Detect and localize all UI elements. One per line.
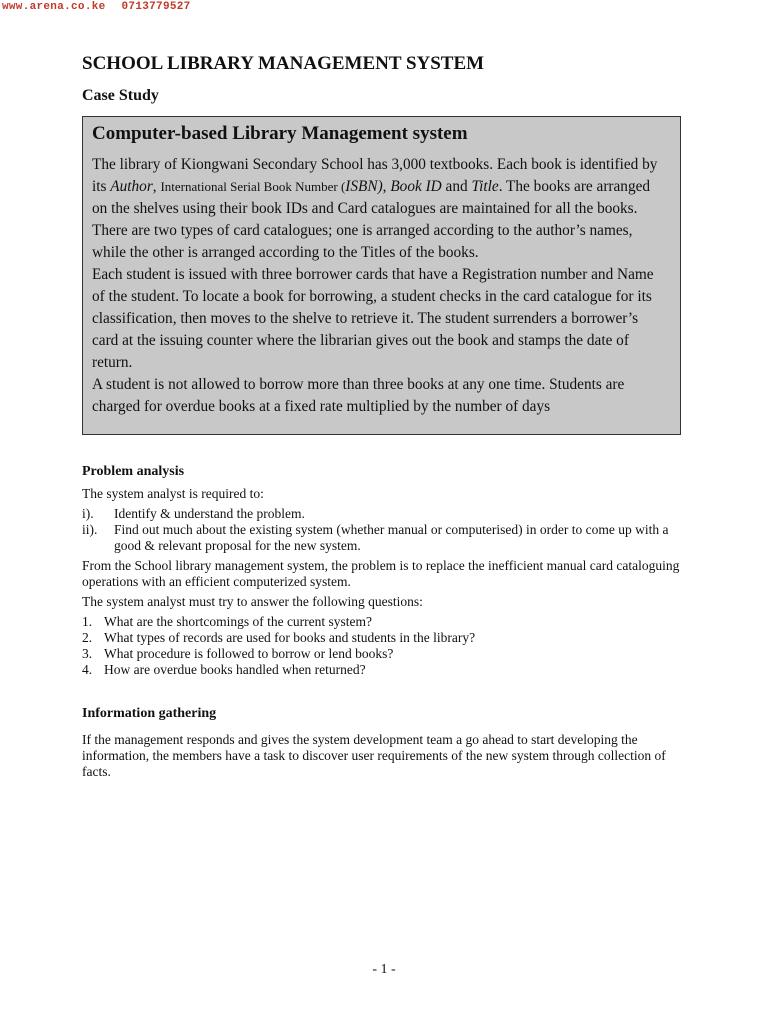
list-marker: 2. xyxy=(82,630,93,645)
list-item-text: How are overdue books handled when returned? xyxy=(104,662,366,677)
phone-number: 0713779527 xyxy=(121,1,191,13)
comma-1: , xyxy=(152,178,161,195)
list-item xyxy=(82,630,682,646)
page-header xyxy=(2,1,207,13)
list-item-text: Identify & understand the problem. xyxy=(114,506,305,521)
analyst-task-list xyxy=(82,506,682,554)
p1-text-a: The library of Kiongwani Secondary School has 3,000 textbooks. Each book is identified by its xyxy=(92,156,658,195)
questions-intro: The system analyst must try to answer the following questions: xyxy=(82,594,423,609)
page-number: - 1 - xyxy=(372,962,396,977)
problem-paragraph: From the School library management system, the problem is to replace the inefficient manual card cataloguing operations with an efficient computerized system. xyxy=(82,558,680,589)
page-title: SCHOOL LIBRARY MANAGEMENT SYSTEM xyxy=(82,53,485,74)
list-item-text: What procedure is followed to borrow or lend books? xyxy=(104,646,394,661)
website-link[interactable]: www.arena.co.ke xyxy=(2,1,106,13)
case-study-paragraph-1 xyxy=(92,154,668,264)
questions-list xyxy=(82,614,682,678)
list-marker: 4. xyxy=(82,662,93,677)
list-item xyxy=(82,646,682,662)
list-marker: 1. xyxy=(82,614,93,629)
information-gathering-section xyxy=(82,706,682,784)
problem-analysis-heading: Problem analysis xyxy=(82,464,185,479)
list-item-text: What types of records are used for books and students in the library? xyxy=(104,630,476,645)
list-item xyxy=(82,614,682,630)
p1-text-b: . The books are arranged on the shelves using their book IDs and Card catalogues are maintained for all the books. There are two types of card catalogues; one is arranged according to the author’s names, while the other is arranged according to the Titles of the books. xyxy=(92,178,651,261)
list-marker: ii). xyxy=(82,522,98,537)
case-study-box xyxy=(82,116,681,435)
author-term: Author xyxy=(110,178,153,195)
section-subtitle: Case Study xyxy=(82,87,159,104)
case-study-title: Computer-based Library Management system xyxy=(92,123,468,144)
and-word: and xyxy=(441,178,472,195)
case-study-paragraph-2: Each student is issued with three borrower cards that have a Registration number and Name of the student. To locate a book for borrowing, a student checks in the card catalogue for its classification, then moves to the shelve to retrieve it. The student surrenders a borrower’s card at the issuing counter where the librarian gives out the book and stamps the date of return. xyxy=(92,266,654,371)
problem-analysis-section xyxy=(82,464,682,682)
isbn-term: ISBN) xyxy=(345,178,383,195)
information-gathering-heading: Information gathering xyxy=(82,706,217,721)
comma-2: , xyxy=(382,178,391,195)
list-item xyxy=(82,522,682,554)
title-term: Title xyxy=(471,178,499,195)
list-marker: 3. xyxy=(82,646,93,661)
list-item xyxy=(82,506,682,522)
information-gathering-paragraph: If the management responds and gives the system development team a go ahead to start developing the information, the members have a task to discover user requirements of the new system through collection of facts. xyxy=(82,732,666,779)
problem-analysis-intro: The system analyst is required to: xyxy=(82,486,264,501)
book-id-term: Book ID xyxy=(390,178,442,195)
list-item xyxy=(82,662,682,678)
case-study-paragraph-3: A student is not allowed to borrow more than three books at any one time. Students are charged for overdue books at a fixed rate multiplied by the number of days xyxy=(92,376,625,415)
list-item-text: Find out much about the existing system (whether manual or computerised) in order to come up with a good & relevant proposal for the new system. xyxy=(114,522,669,553)
isbn-label: International Serial Book Number ( xyxy=(160,179,346,194)
list-item-text: What are the shortcomings of the current system? xyxy=(104,614,373,629)
list-marker: i). xyxy=(82,506,94,521)
